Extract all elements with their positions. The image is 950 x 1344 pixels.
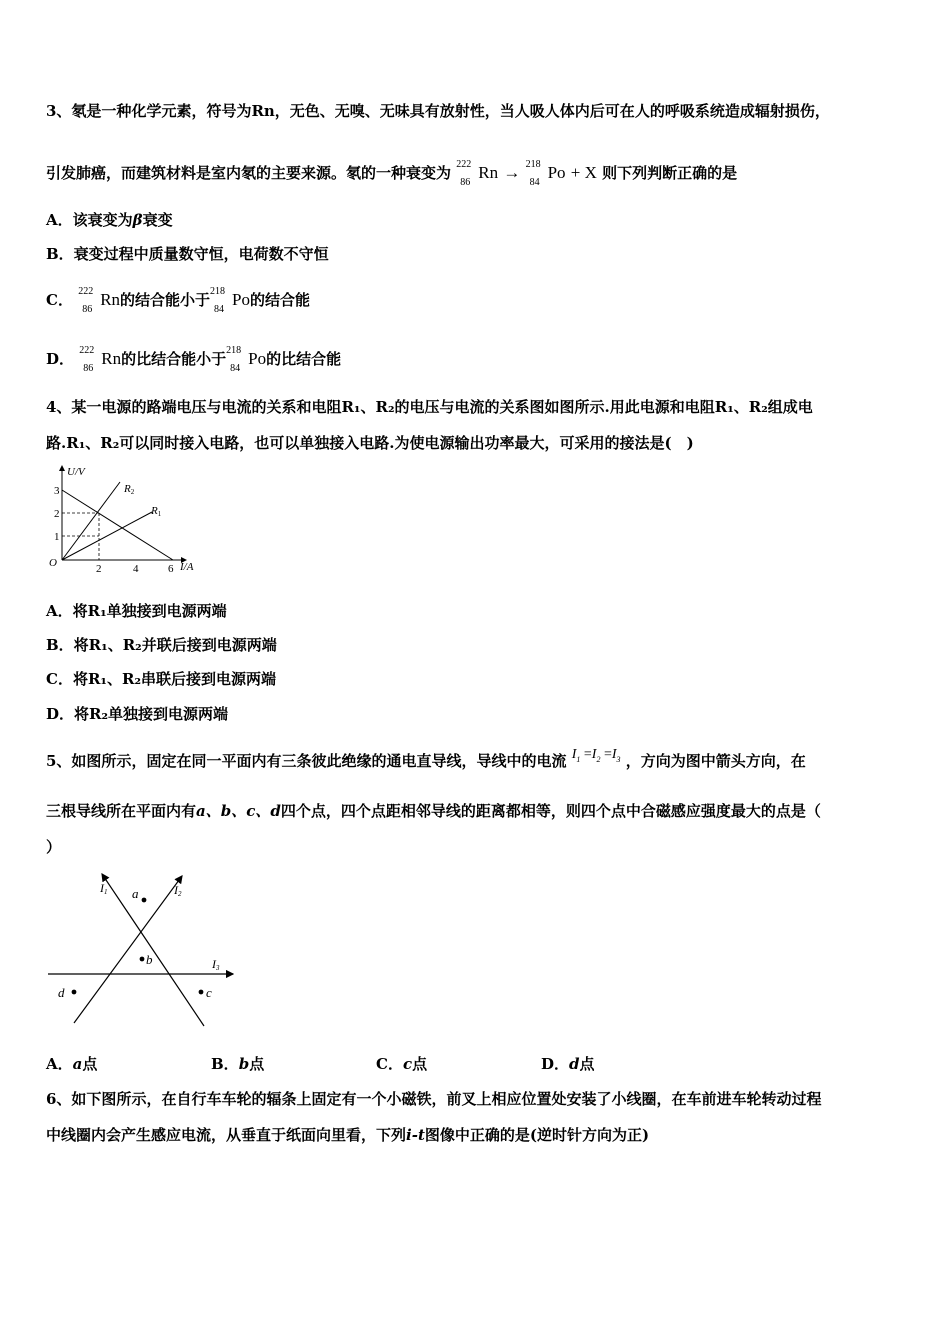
label-i3: I3 [212,957,220,972]
rn-nuclide-d: 222 86 Rn [79,345,122,374]
point-c [199,990,204,995]
q3-option-a: A．该衰变为β衰变 [46,211,173,229]
q4-line1: 4、某一电源的路端电压与电流的关系和电阻R₁、R₂的电压与电流的关系图如图所示.用此电源和电阻R₁、R₂组成电 [46,398,813,416]
po-nuclide-d: 218 84 Po [226,345,267,374]
x-tick-4: 4 [133,563,139,575]
x-axis-label: I/A [180,561,194,573]
po-nuclide: 218 84 Po [525,159,566,188]
label-i1: I1 [100,881,108,896]
q3-line2-pre: 引发肺癌，而建筑材料是室内氡的主要来源。氡的一种衰变为 [46,164,452,182]
label-c: c [206,985,212,1000]
point-a [142,898,147,903]
q5-line1: 5、如图所示，固定在同一平面内有三条彼此绝缘的通电直导线，导线中的电流 $I_1 =I_2 =I_3$ ，方向为图中箭头方向，在 [46,747,806,770]
rn-nuclide-c: 222 86 Rn [78,286,121,315]
q4-option-d: D．将R₂单独接到电源两端 [46,705,229,723]
q3-line1: 3、氡是一种化学元素，符号为Rn，无色、无嗅、无味具有放射性，当人吸人体内后可在人的呼吸系统造成辐射损伤， [46,102,830,120]
q4-ui-graph [40,462,210,580]
label-b: b [146,952,153,967]
q4-line2: 路.R₁、R₂可以同时接入电路，也可以单独接入电路.为使电源输出功率最大，可采用的接法是( ) [46,434,694,452]
q6-line1: 6、如下图所示，在自行车车轮的辐条上固定有一个小磁铁，前叉上相应位置处安装了小线圈，在车前进车轮转动过程 [46,1090,822,1108]
x-tick-6: 6 [168,563,174,575]
wire-i1 [102,874,204,1026]
point-b [140,957,145,962]
point-d [72,990,77,995]
rn-nuclide: 222 86 Rn [456,159,499,188]
current-equation: $I_1 =I_2 =I_3$ [571,747,621,764]
q5-line2: 三根导线所在平面内有a、b、c、d四个点，四个点距相邻导线的距离都相等，则四个点中合磁感应强度最大的点是（ [46,802,821,820]
y-tick-3: 3 [54,485,60,497]
q5-wires-figure [40,868,240,1030]
y-tick-1: 1 [54,531,60,543]
label-a: a [132,886,139,901]
q5-option-d: D．d点 [541,1055,595,1073]
decay-arrow: → [503,163,521,182]
q3-option-b: B．衰变过程中质量数守恒，电荷数不守恒 [46,245,329,263]
wire-i2 [74,876,182,1023]
r2-label: R2 [124,483,135,496]
source-line [62,490,173,560]
origin-label: O [49,557,57,569]
plus-x: + X [570,163,597,182]
q3-option-c: C． 222 86 Rn的结合能小于 218 84 Po的结合能 [46,286,311,315]
r1-line [62,512,152,560]
q5-option-a: A．a点 [46,1055,98,1073]
q3-option-d: D． 222 86 Rn的比结合能小于 218 84 Po的比结合能 [46,345,342,374]
q4-option-a: A．将R₁单独接到电源两端 [46,602,227,620]
label-d: d [58,985,65,1000]
x-tick-2: 2 [96,563,102,575]
q4-option-c: C．将R₁、R₂串联后接到电源两端 [46,670,277,688]
q5-option-b: B．b点 [211,1055,265,1073]
y-tick-2: 2 [54,508,60,520]
q3-line2-post: 则下列判断正确的是 [602,164,738,182]
label-i2: I2 [174,883,182,898]
r1-label: R1 [151,505,162,518]
y-axis-label: U/V [67,466,85,478]
q6-line2: 中线圈内会产生感应电流，从垂直于纸面向里看，下列i-t图像中正确的是(逆时针方向为正) [46,1126,650,1144]
q3-line2 [46,159,738,188]
po-nuclide-c: 218 84 Po [210,286,251,315]
q5-line3: ） [46,838,62,856]
q5-option-c: C．c点 [376,1055,428,1073]
q4-option-b: B．将R₁、R₂并联后接到电源两端 [46,636,277,654]
